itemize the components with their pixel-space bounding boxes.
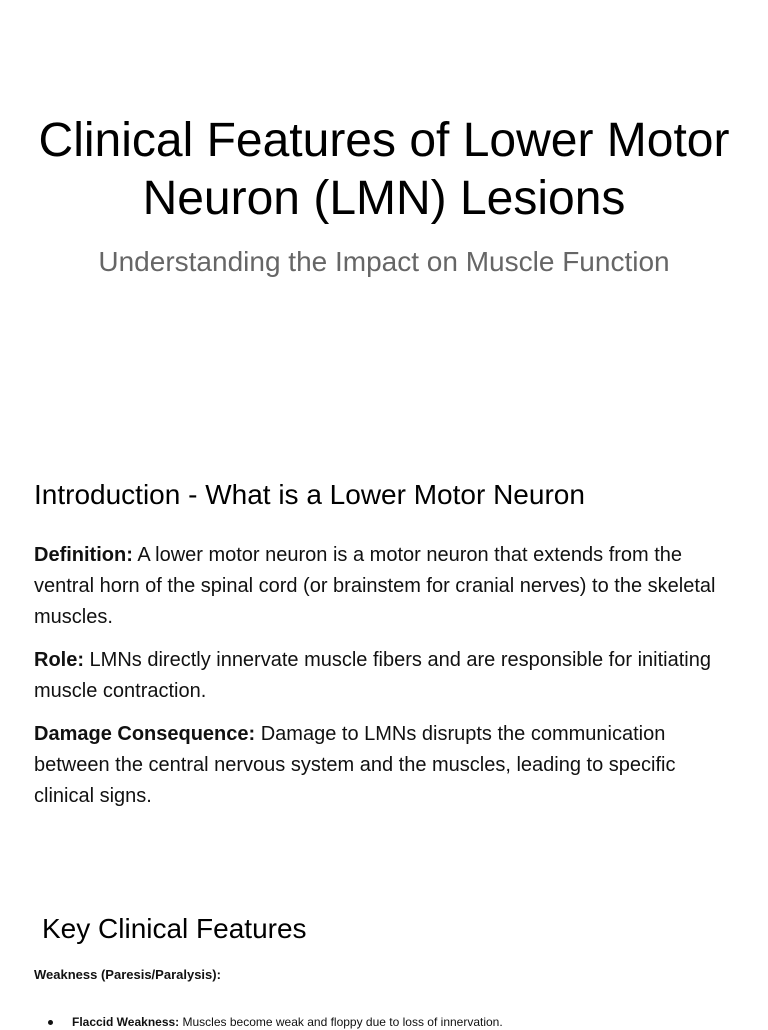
slide-title: Clinical Features of Lower Motor Neuron (LMN) Lesions (38, 114, 730, 225)
bullet-label: Flaccid Weakness: (72, 1015, 180, 1029)
definition-paragraph (34, 540, 734, 633)
weakness-bullet-list (34, 1014, 734, 1030)
weakness-subheading: Weakness (Paresis/Paralysis): (34, 967, 221, 982)
key-features-section (34, 910, 734, 1029)
role-paragraph (34, 645, 734, 707)
damage-text: Damage to LMNs disrupts the communication between the central nervous system and the muscles, leading to specific clinical signs. (34, 723, 676, 807)
definition-label: Definition: (34, 544, 133, 566)
definition-text: A lower motor neuron is a motor neuron that extends from the ventral horn of the spinal cord (or brainstem for cranial nerves) to the skeletal muscles. (34, 544, 716, 628)
introduction-heading: Introduction - What is a Lower Motor Neuron (34, 479, 585, 510)
title-slide (0, 0, 768, 420)
role-text: LMNs directly innervate muscle fibers and are responsible for initiating muscle contraction. (34, 649, 711, 702)
bullet-dot-icon (48, 1020, 53, 1025)
slide-subtitle: Understanding the Impact on Muscle Function (98, 246, 670, 277)
bullet-text: Muscles become weak and floppy due to loss of innervation. (179, 1015, 503, 1029)
damage-label: Damage Consequence: (34, 723, 256, 745)
list-item (34, 1014, 734, 1030)
introduction-section (34, 476, 734, 812)
role-label: Role: (34, 649, 84, 671)
damage-paragraph (34, 719, 734, 812)
key-features-heading: Key Clinical Features (42, 913, 307, 944)
